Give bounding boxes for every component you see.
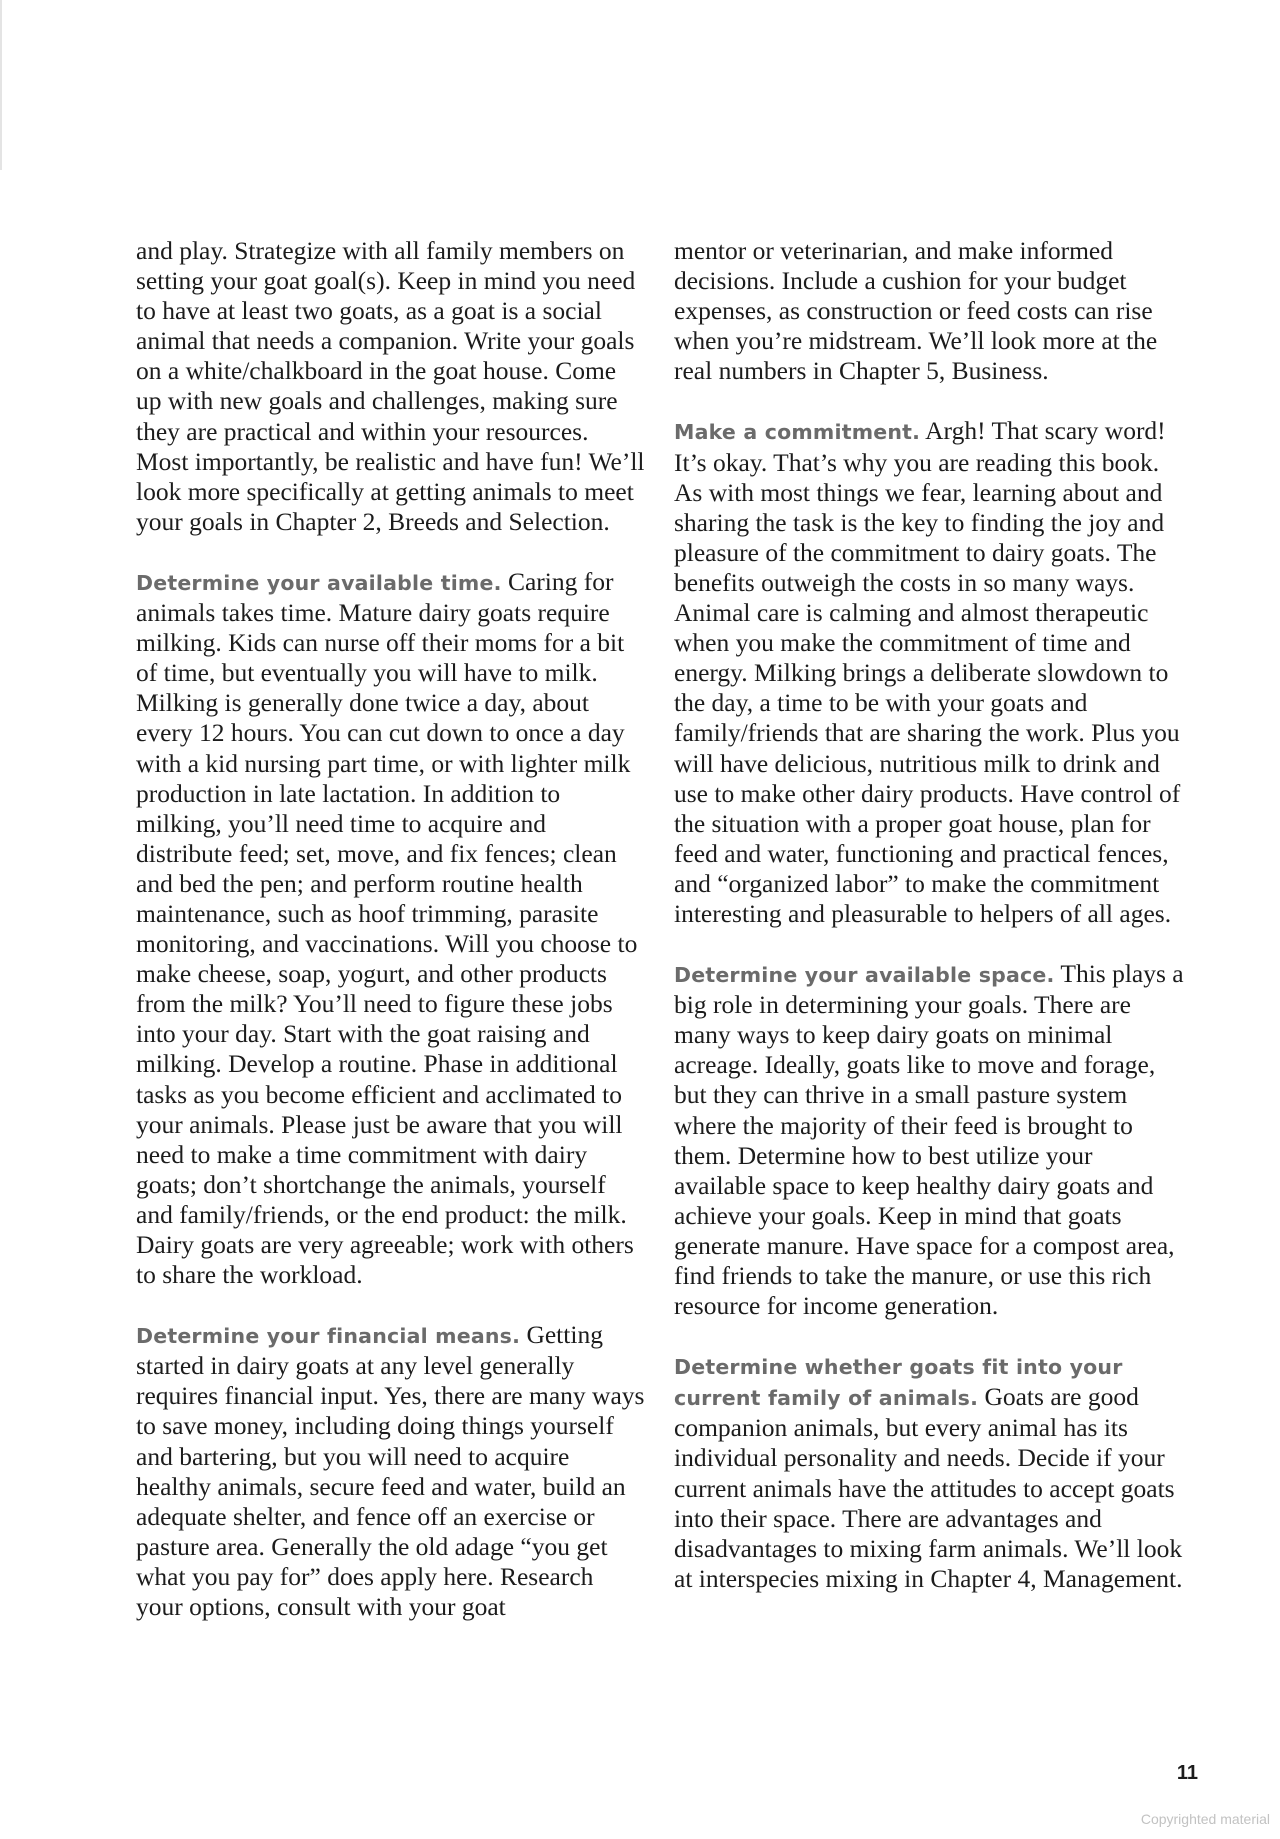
paragraph-available-time [136,567,646,1290]
page-number: 11 [1176,1762,1198,1784]
paragraph-text: Argh! That scary word! It’s okay. That’s why you are reading this book. As with most things we fear, learning about and sharing the task is the key to finding the joy and pleasure of the commitment to dairy goats. The benefits outweigh the costs in so many ways. Animal care is calming and almost therapeutic when you make the commitment of time and energy. Milking brings a deliberate slowdown to the day, a time to be with your goats and family/friends that are sharing the work. Plus you will have delicious, nutritious milk to drink and use to make other dairy products. Have control of the situation with a proper goat house, plan for feed and water, functioning and practical fences, and “organized labor” to make the commitment interesting and pleasurable to helpers of all ages. [674,416,1181,928]
paragraph-text: This plays a big role in determining your goals. There are many ways to keep dairy goats on minimal acreage. Ideally, goats like to move and forage, but they can thrive in a small pasture system where the majority of their feed is brought to them. Determine how to best utilize your available space to keep healthy dairy goats and achieve your goals. Keep in mind that goats generate manure. Have space for a compost area, find friends to take the manure, or use this rich resource for income generation. [674,959,1184,1321]
paragraph-commitment [674,416,1189,929]
paragraph-text: Goats are good companion animals, but every animal has its individual personality and needs. Decide if your current animals have the attitudes to accept goats into their space. There are advantages and disadvantages to mixing farm animals. We’ll look at interspecies mixing in Chapter 4, Management. [674,1382,1183,1593]
run-in-heading: Make a commitment. [674,420,921,445]
paragraph-text: and play. Strategize with all family members on setting your goat goal(s). Keep in mind you need to have at least two goats, as a goat is a social animal that needs a companion. Write your goals on a white/chalkboard in the goat house. Come up with new goals and challenges, making sure they are practical and within your resources. Most importantly, be realistic and have fun! We’ll look more specifically at getting animals to meet your goals in Chapter 2, Breeds and Selection. [136,236,645,536]
paragraph-available-space [674,959,1189,1321]
paragraph-family-of-animals [674,1351,1189,1594]
copyright-watermark: Copyrighted material [1140,1811,1270,1827]
page-edge-mark [0,0,2,170]
paragraph-text: Caring for animals takes time. Mature dairy goats require milking. Kids can nurse off their moms for a bit of time, but eventually you will have to milk. Milking is generally done twice a day, about every 12 hours. You can cut down to once a day with a kid nursing part time, or with lighter milk production in late lactation. In addition to milking, you’ll need time to acquire and distribute feed; set, move, and fix fences; clean and bed the pen; and perform routine health maintenance, such as hoof trimming, parasite monitoring, and vaccinations. Will you choose to make cheese, soap, yogurt, and other products from the milk? You’ll need to figure these jobs into your day. Start with the goat raising and milking. Develop a routine. Phase in additional tasks as you become efficient and acclimated to your animals. Please just be aware that you will need to make a time commitment with dairy goats; don’t shortchange the animals, yourself and family/friends, or the end product: the milk. Dairy goats are very agreeable; work with others to share the workload. [136,566,638,1290]
paragraph-financial-means [136,1320,646,1622]
run-in-heading: Determine your available space. [674,963,1055,988]
run-in-heading: Determine your financial means. [136,1324,521,1349]
paragraph-mentor-budget [674,236,1189,386]
paragraph-play-goals [136,236,646,537]
run-in-heading: Determine whether goats fit into your current family of animals. [674,1355,1123,1411]
paragraph-text: Getting started in dairy goats at any level generally requires financial input. Yes, there are many ways to save money, including doing things yourself and bartering, but you will need to acquire healthy animals, secure feed and water, build an adequate shelter, and fence off an exercise or pasture area. Generally the old adage “you get what you pay for” does apply here. Research your options, consult with your goat [136,1320,645,1622]
left-column [136,236,646,1652]
paragraph-text: mentor or veterinarian, and make informed decisions. Include a cushion for your budget expenses, as construction or feed costs can rise when you’re midstream. We’ll look more at the real numbers in Chapter 5, Business. [674,236,1158,386]
right-column [674,236,1189,1624]
run-in-heading: Determine your available time. [136,570,502,595]
